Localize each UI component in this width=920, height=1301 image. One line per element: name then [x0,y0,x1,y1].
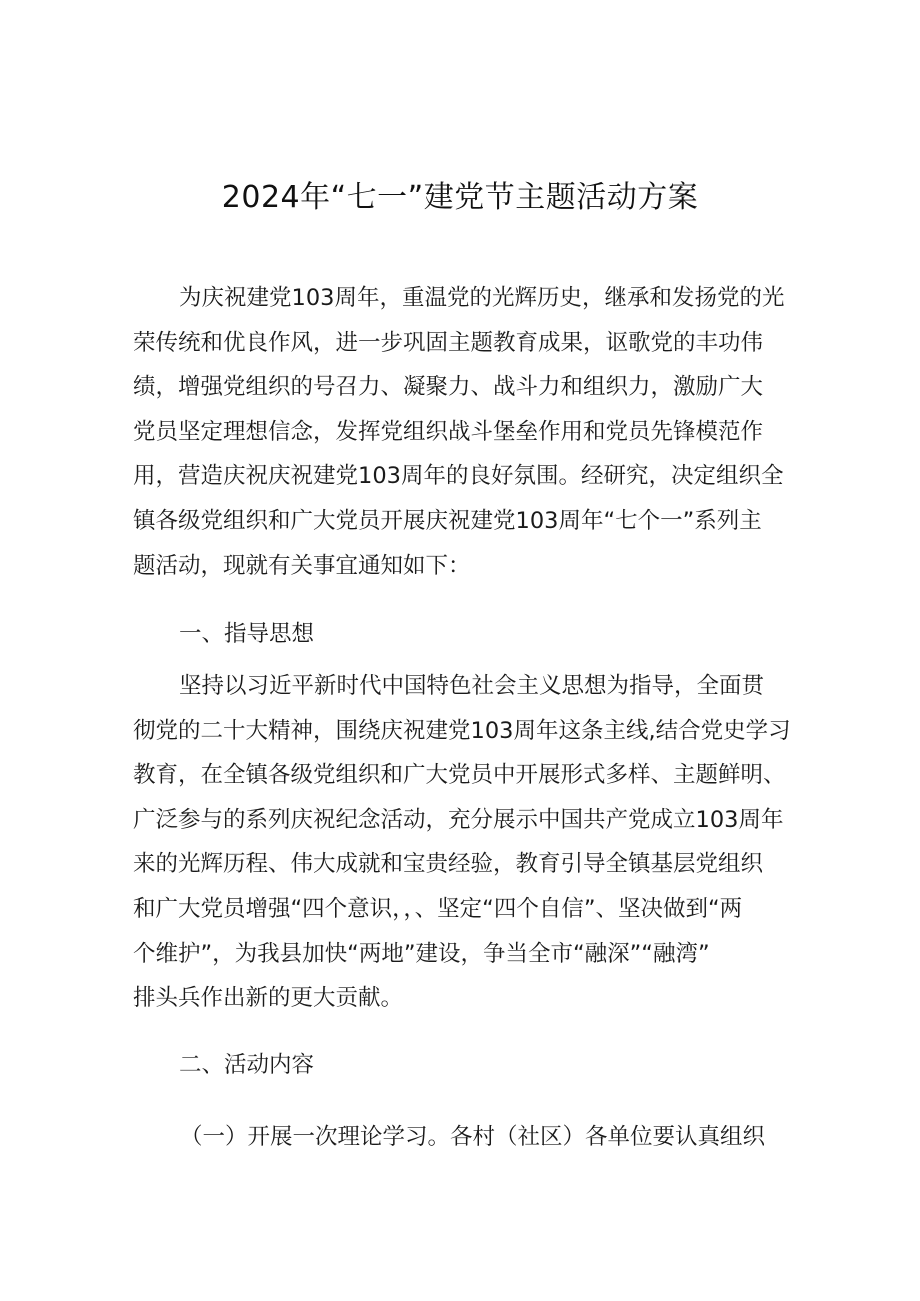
section1-line-2: 彻党的二十大精神，围绕庆祝建党103周年这条主线,结合党史学习 [133,717,791,744]
section-heading-activity-content: 二、活动内容 [179,1052,315,1078]
section-heading-guiding-thought: 一、指导思想 [179,621,315,647]
intro-line-2: 荣传统和优良作风，进一步巩固主题教育成果，讴歌党的丰功伟 [133,329,764,356]
section1-line-8: 排头兵作出新的更大贡献。 [133,985,404,1012]
section1-line-6: 和广大党员增强“四个意识，，、坚定“四个自信”、坚决做到“两 [133,895,743,922]
guiding-thought-paragraph [133,664,801,1021]
section1-line-5: 来的光辉历程、伟大成就和宝贵经验，教育引导全镇基层党组织 [133,851,764,878]
document-title: 2024年“七一”建党节主题活动方案 [221,180,699,215]
intro-line-1: 为庆祝建党103周年，重温党的光辉历史，继承和发扬党的光 [179,285,785,311]
intro-line-7: 题活动，现就有关事宜通知如下： [133,552,471,579]
subsection-heading-theory-study: （一）开展一次理论学习。各村（社区）各单位要认真组织 [180,1124,766,1150]
section1-line-1: 坚持以习近平新时代中国特色社会主义思想为指导，全面贯 [179,673,765,699]
intro-line-4: 党员坚定理想信念，发挥党组织战斗堡垒作用和党员先锋模范作 [133,418,764,445]
intro-line-3: 绩，增强党组织的号召力、凝聚力、战斗力和组织力，激励广大 [133,374,764,401]
section1-line-4: 广泛参与的系列庆祝纪念活动，充分展示中国共产党成立103周年 [133,806,784,833]
section1-line-3: 教育，在全镇各级党组织和广大党员中开展形式多样、主题鲜明、 [133,762,786,789]
intro-line-6: 镇各级党组织和广大党员开展庆祝建党103周年“七个一”系列主 [133,507,762,534]
intro-line-5: 用，营造庆祝庆祝建党103周年的良好氛围。经研究，决定组织全 [133,463,784,490]
intro-paragraph [133,276,801,588]
section1-line-7: 个维护”，为我县加快“两地”建设，争当全市“融深”“融湾” [133,940,710,967]
